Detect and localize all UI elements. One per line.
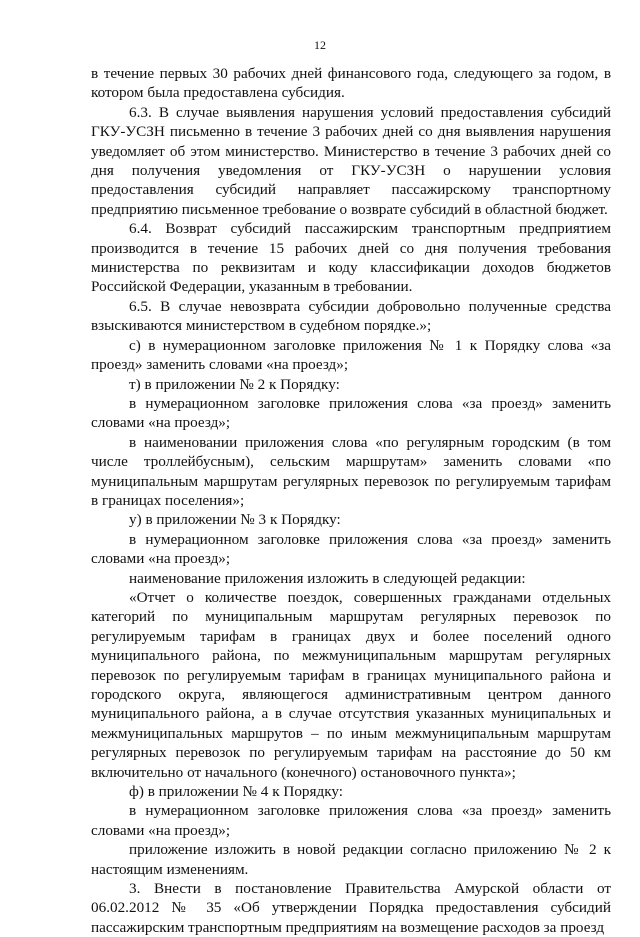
paragraph: приложение изложить в новой редакции согласно приложению № 2 к настоящим изменениям. [91, 841, 611, 878]
paragraph: «Отчет о количестве поездок, совершенных гражданами отдельных категорий по муниципальным маршрутам регулярных перевозок по регулируемым тарифам в границах двух и более поселений одного муниципального района, по межмуниципальным маршрутам регулярных перевозок по регулируемым тарифам в границах муниципального района и городского округа, являющегося административным центром данного муниципального района, а в случае отсутствия указанных муниципальных и межмуниципальных маршрутов – по иным межмуниципальным маршрутам регулярных перевозок по регулируемым тарифам на расстояние до 50 км включительно от начального (конечного) остановочного пункта»; [91, 588, 611, 781]
paragraph: 6.4. Возврат субсидий пассажирским транспортным предприятием производится в течение 15 рабочих дней со дня получения требования министерства по реквизитам и коду классификации доходов бюджетов Российской Федерации, указанным в требовании. [91, 220, 611, 296]
paragraph: с) в нумерационном заголовке приложения № 1 к Порядку слова «за проезд» заменить словами «на проезд»; [91, 336, 611, 374]
paragraph: у) в приложении № 3 к Порядку: [129, 511, 341, 529]
paragraph: в наименовании приложения слова «по регулярным городским (в том числе троллейбусным), сельским маршрутам» заменить словами «по муниципальным маршрутам регулярных перевозок по регулируемым тарифам в границах поселения»; [91, 433, 611, 509]
paragraph: т) в приложении № 2 к Порядку: [129, 375, 340, 393]
paragraph: в нумерационном заголовке приложения слова «за проезд» заменить словами «на проезд»; [91, 530, 611, 568]
paragraph: 6.3. В случае выявления нарушения условий предоставления субсидий ГКУ-УСЗН письменно в течение 3 рабочих дней со дня выявления нарушения уведомляет об этом министерство. Министерство в течение 3 рабочих дней со дня получения уведомления от ГКУ-УСЗН о нарушении условия предоставления субсидий направляет пассажирскому транспортному предприятию письменное требование о возврате субсидий в областной бюджет. [91, 103, 611, 218]
document-body [91, 64, 611, 937]
paragraph: в течение первых 30 рабочих дней финансового года, следующего за годом, в котором была предоставлена субсидия. [91, 65, 611, 102]
paragraph: в нумерационном заголовке приложения слова «за проезд» заменить словами «на проезд»; [91, 394, 611, 432]
paragraph: в нумерационном заголовке приложения слова «за проезд» заменить словами «на проезд»; [91, 802, 611, 839]
paragraph: ф) в приложении № 4 к Порядку: [129, 783, 344, 801]
paragraph: 6.5. В случае невозврата субсидии добровольно полученные средства взыскиваются министерством в судебном порядке.»; [91, 297, 611, 335]
paragraph: наименование приложения изложить в следующей редакции: [129, 569, 526, 587]
page-number: 12 [314, 38, 326, 52]
paragraph: 3. Внести в постановление Правительства Амурской области от 06.02.2012 № 35 «Об утверждении Порядка предоставления субсидий пассажирским транспортным предприятиям на возмещение расходов за проезд [91, 880, 611, 936]
